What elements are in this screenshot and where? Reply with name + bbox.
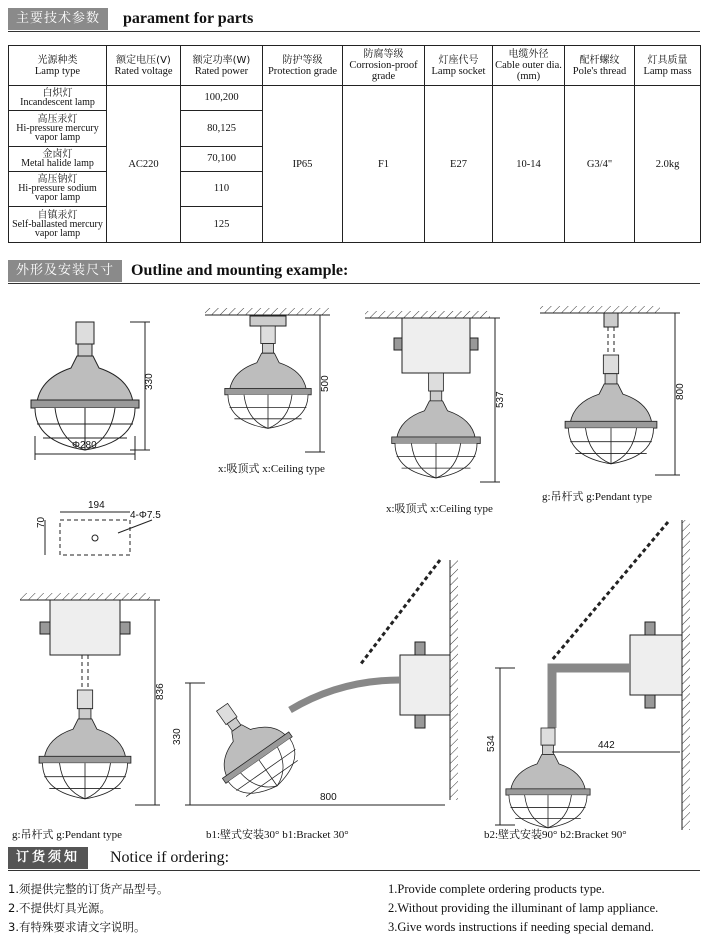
note-item: 3.有特殊要求请文字说明。 <box>8 920 146 934</box>
note-item: 2.Without providing the illuminant of lamp appliance. <box>388 901 659 915</box>
lamp-type-cell: 金卤灯 Metal halide lamp <box>9 146 107 171</box>
caption-ceiling-2: x:吸顶式 x:Ceiling type <box>386 503 493 515</box>
dim-text: 800 <box>675 383 686 400</box>
parts-section-title: parament for parts <box>123 10 254 27</box>
dim-text: Φ280 <box>72 440 97 451</box>
dim-text: 534 <box>486 735 497 752</box>
note-item: 2.不提供灯具光源。 <box>8 901 111 915</box>
notes-zh <box>8 880 168 937</box>
power-cell: 110 <box>181 171 263 207</box>
table-header-row <box>9 46 701 86</box>
dim-text: 330 <box>144 373 155 390</box>
header-rated-voltage: 额定电压(V) Rated voltage <box>107 46 181 86</box>
notice-section-header <box>8 847 700 869</box>
dim-text: 442 <box>598 740 615 751</box>
outline-section-header <box>8 260 700 282</box>
power-cell: 100,200 <box>181 86 263 111</box>
lamp-type-cell: 自镇汞灯 Self-ballasted mercury vapor lamp <box>9 207 107 243</box>
mass-cell: 2.0kg <box>635 86 701 243</box>
drawing-6 <box>20 593 160 805</box>
lamp-type-cell: 白炽灯 Incandescent lamp <box>9 86 107 111</box>
header-lamp-socket: 灯座代号 Lamp socket <box>425 46 493 86</box>
thread-cell: G3/4" <box>565 86 635 243</box>
dim-text: 537 <box>495 391 506 408</box>
drawing-4 <box>540 306 680 475</box>
header-protection-grade: 防护等级 Protection grade <box>263 46 343 86</box>
caption-bracket-30: b1:壁式安装30° b1:Bracket 30° <box>206 829 349 841</box>
note-item: 1.Provide complete ordering products type. <box>388 882 605 896</box>
dim-text: 330 <box>172 728 183 745</box>
lamp-type-cell: 高压钠灯 Hi-pressure sodium vapor lamp <box>9 171 107 207</box>
parts-section-tag: 主要技术参数 <box>8 8 108 30</box>
drawing-8 <box>495 520 690 830</box>
dim-text: 800 <box>320 792 337 803</box>
dim-text: 194 <box>88 500 105 511</box>
cable-cell: 10-14 <box>493 86 565 243</box>
dim-text: 70 <box>36 516 47 528</box>
voltage-cell: AC220 <box>107 86 181 243</box>
header-lamp-type: 光源种类 Lamp type <box>9 46 107 86</box>
drawing-3 <box>365 311 500 482</box>
outline-section-tag: 外形及安装尺寸 <box>8 260 122 282</box>
note-item: 1.须提供完整的订货产品型号。 <box>8 882 169 896</box>
caption-pendant-1: g:吊杆式 g:Pendant type <box>542 491 652 503</box>
header-rated-power: 额定功率(W) Rated power <box>181 46 263 86</box>
caption-ceiling-1: x:吸顶式 x:Ceiling type <box>218 463 325 475</box>
power-cell: 80,125 <box>181 110 263 146</box>
outline-drawings <box>0 285 710 845</box>
dim-text: 836 <box>155 683 166 700</box>
caption-pendant-2: g:吊杆式 g:Pendant type <box>12 829 122 841</box>
power-cell: 70,100 <box>181 146 263 171</box>
note-item: 3.Give words instructions if needing special demand. <box>388 920 654 934</box>
parameter-table <box>8 45 701 243</box>
outline-section-title: Outline and mounting example: <box>131 262 349 279</box>
drawing-2 <box>205 308 330 452</box>
drawing-7 <box>185 560 458 809</box>
lamp-type-cell: 高压汞灯 Hi-pressure mercury vapor lamp <box>9 110 107 146</box>
header-pole-thread: 配杆螺纹 Pole's thread <box>565 46 635 86</box>
socket-cell: E27 <box>425 86 493 243</box>
dim-text: 4-Φ7.5 <box>130 510 161 521</box>
table-row <box>9 86 701 111</box>
corrosion-cell: F1 <box>343 86 425 243</box>
header-lamp-mass: 灯具质量 Lamp mass <box>635 46 701 86</box>
dim-text: 500 <box>320 375 331 392</box>
protection-cell: IP65 <box>263 86 343 243</box>
notice-section-tag: 订货须知 <box>8 847 88 869</box>
parts-section-header <box>8 8 700 30</box>
notes-en <box>388 880 658 937</box>
power-cell: 125 <box>181 207 263 243</box>
header-corrosion-grade: 防腐等级 Corrosion-proof grade <box>343 46 425 86</box>
header-cable-dia: 电缆外径 Cable outer dia.(mm) <box>493 46 565 86</box>
notice-section-title: Notice if ordering: <box>110 849 230 866</box>
caption-bracket-90: b2:壁式安装90° b2:Bracket 90° <box>484 829 627 841</box>
